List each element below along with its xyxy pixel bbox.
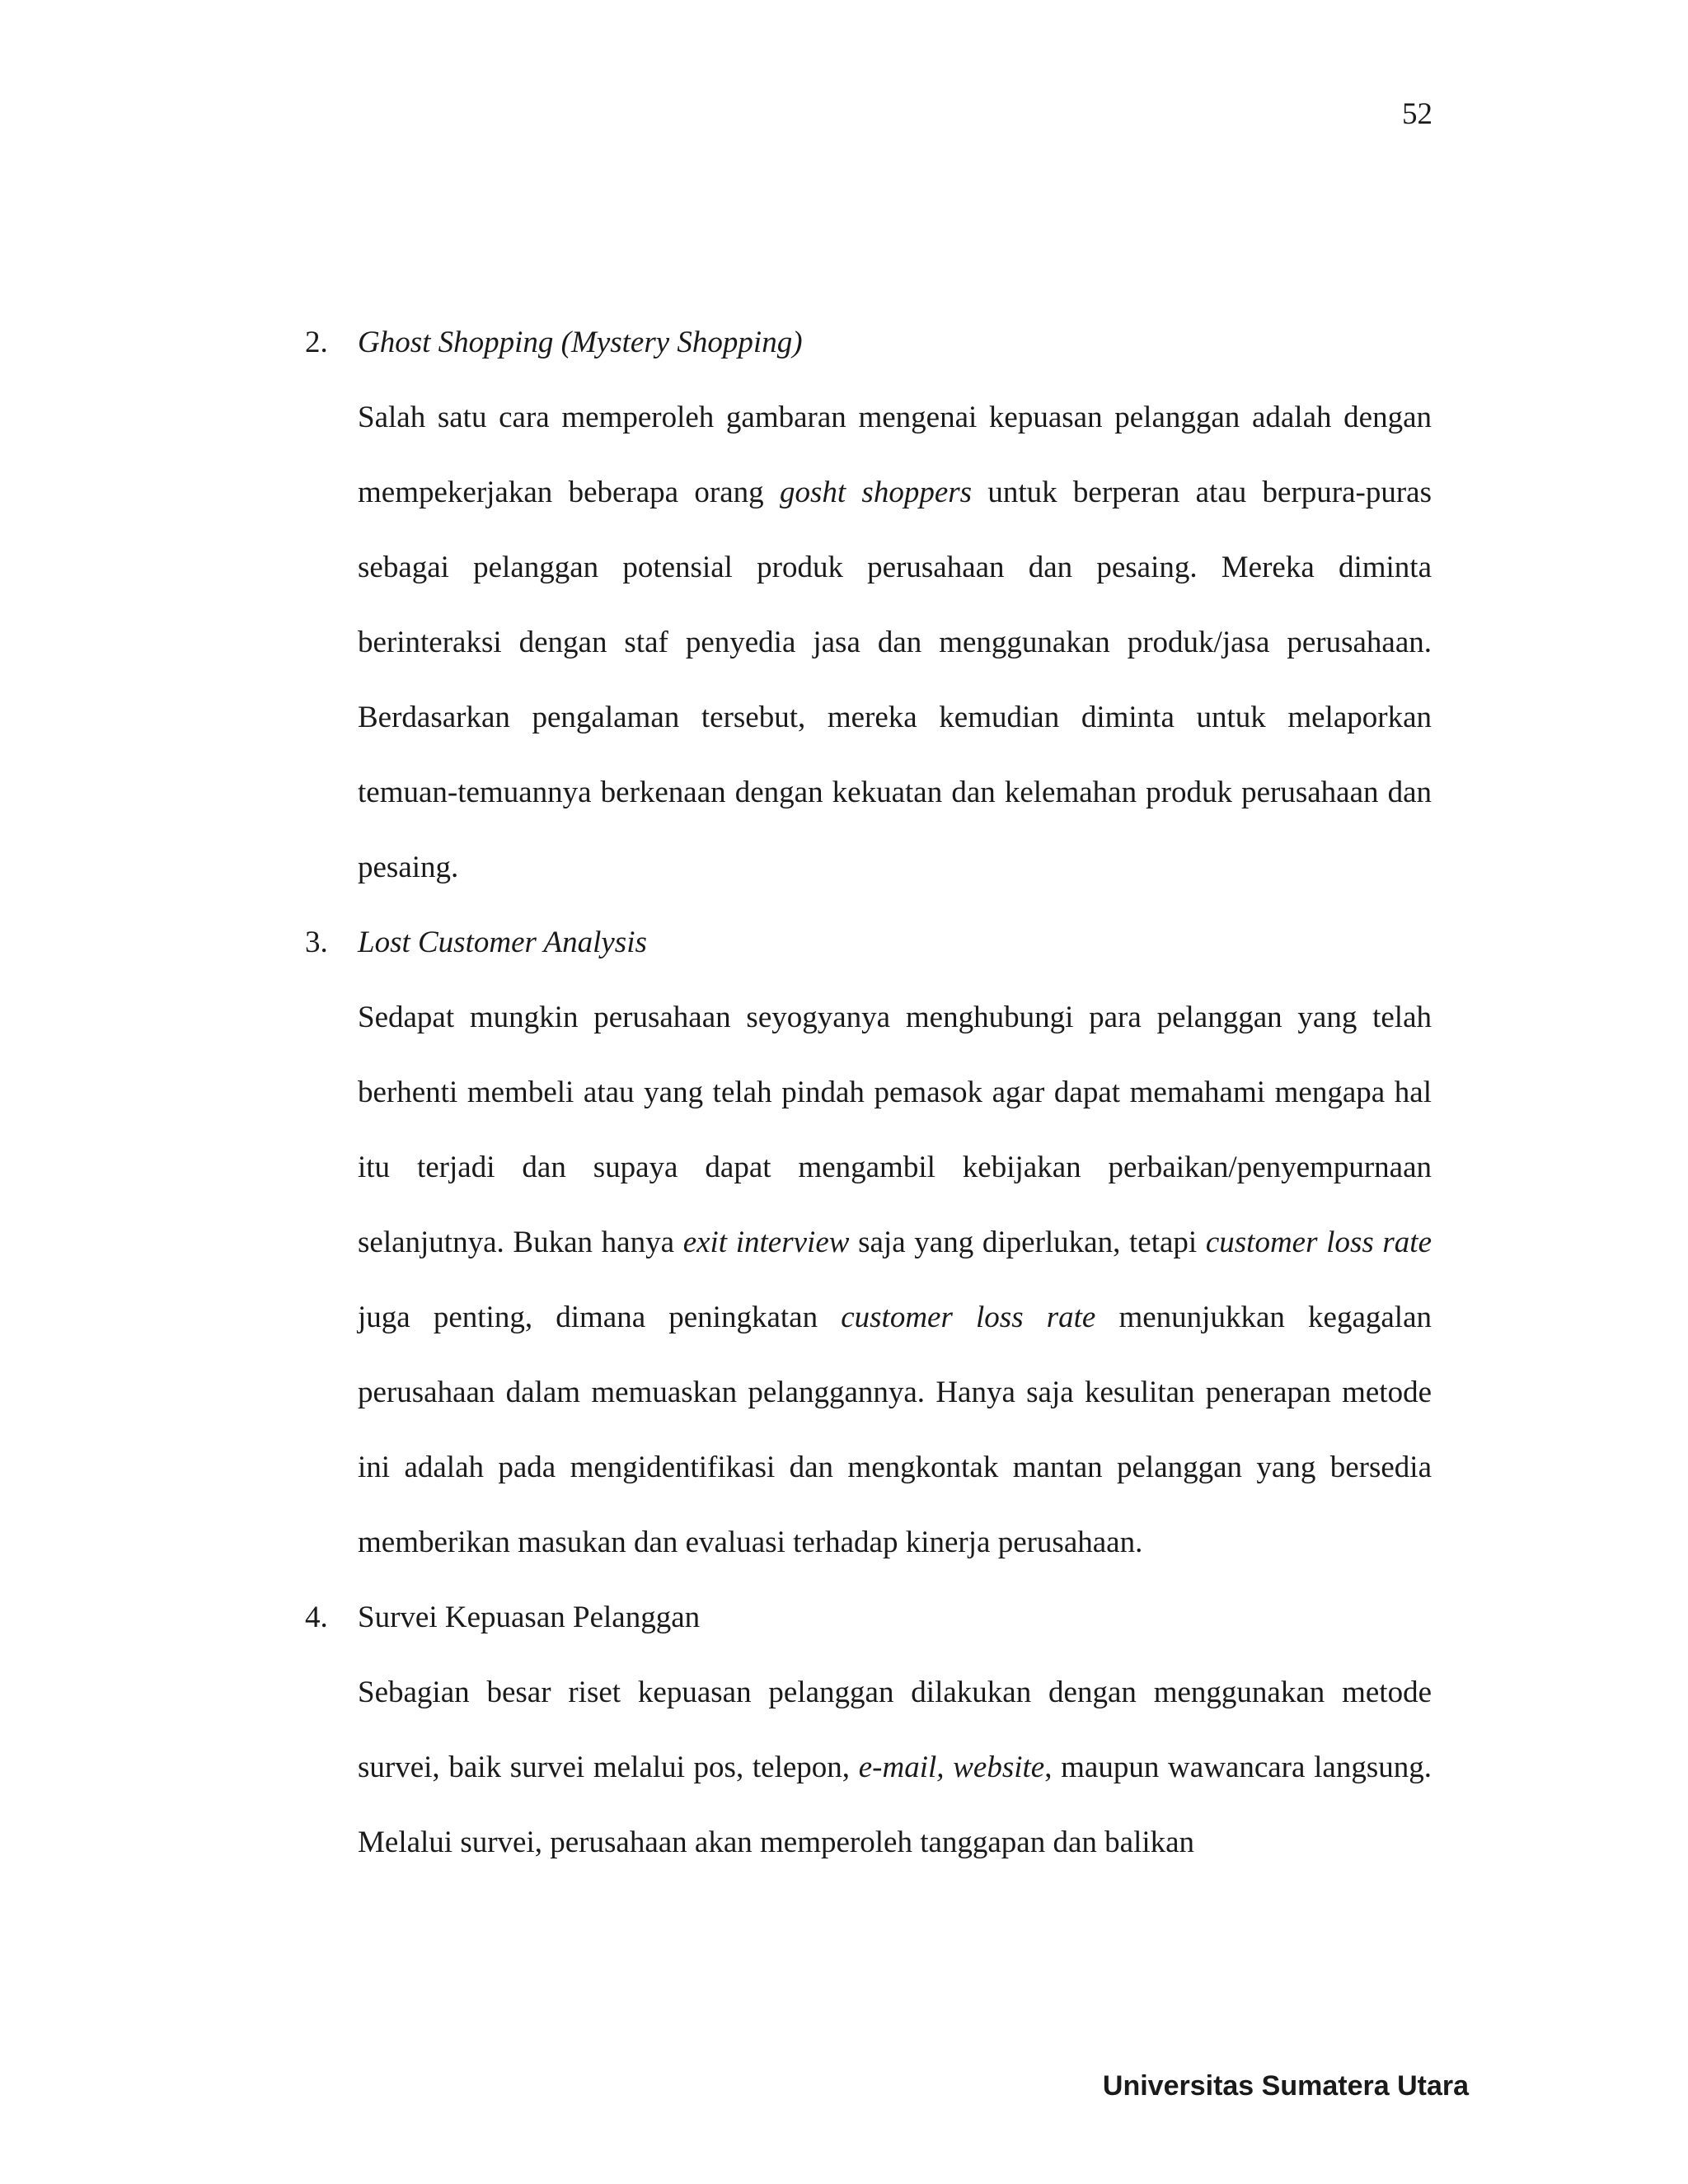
- italic-term: e-mail, website: [858, 1750, 1045, 1784]
- list-item-number: 3.: [305, 926, 328, 959]
- italic-term: customer loss rate: [841, 1301, 1096, 1334]
- text-run: Sebagian besar riset kepuasan pelanggan dilakukan dengan menggunakan metode survei, baik survei melalui pos, telepon,: [358, 1675, 1432, 1784]
- list-item-title: Lost Customer Analysis: [358, 926, 647, 959]
- text-run: Sedapat mungkin perusahaan seyogyanya menghubungi para pelanggan yang telah berhenti membeli atau yang telah pindah pemasok agar dapat memahami mengapa hal itu terjadi dan supaya dapat mengambil kebijakan perbaikan/penyempurnaan selanjutnya. Bukan hanya: [358, 1001, 1432, 1259]
- text-run: , maupun wawancara langsung. Melalui survei, perusahaan akan memperoleh tanggapan dan balikan: [358, 1750, 1432, 1859]
- list-item-paragraph: [358, 380, 1432, 905]
- list-item-ghost-shopping: [305, 305, 1432, 905]
- list-item-title: Ghost Shopping (Mystery Shopping): [358, 326, 803, 359]
- text-run: menunjukkan kegagalan perusahaan dalam memuaskan pelanggannya. Hanya saja kesulitan penerapan metode ini adalah pada mengidentifikasi dan mengkontak mantan pelanggan yang bersedia memberikan masukan dan evaluasi terhadap kinerja perusahaan.: [358, 1301, 1432, 1559]
- text-run: untuk berperan atau berpura-puras sebagai pelanggan potensial produk perusahaan dan pesaing. Mereka diminta berinteraksi dengan staf penyedia jasa dan menggunakan produk/jasa perusahaan. Berdasarkan pengalaman tersebut, mereka kemudian diminta untuk melaporkan temuan-temuannya berkenaan dengan kekuatan dan kelemahan produk perusahaan dan pesaing.: [358, 476, 1432, 884]
- italic-term: customer loss rate: [1205, 1226, 1432, 1259]
- list-item-paragraph: [358, 1655, 1432, 1880]
- list-item-paragraph: [358, 980, 1432, 1580]
- page-number: 52: [1402, 97, 1432, 131]
- text-run: juga penting, dimana peningkatan: [358, 1301, 842, 1334]
- list-item-number: 4.: [305, 1601, 328, 1634]
- list-item-lost-customer-analysis: [305, 905, 1432, 1580]
- text-run: saja yang diperlukan, tetapi: [849, 1226, 1206, 1259]
- italic-term: gosht shoppers: [779, 476, 973, 509]
- list-item-survei-kepuasan: [305, 1580, 1432, 1880]
- italic-term: exit interview: [682, 1226, 850, 1259]
- footer-institution: Universitas Sumatera Utara: [1102, 2070, 1469, 2102]
- document-body: [305, 305, 1432, 1880]
- list-item-title: Survei Kepuasan Pelanggan: [358, 1601, 701, 1634]
- text-run: Salah satu cara memperoleh gambaran mengenai kepuasan pelanggan adalah dengan mempekerjakan beberapa orang: [358, 401, 1432, 509]
- list-item-number: 2.: [305, 326, 328, 359]
